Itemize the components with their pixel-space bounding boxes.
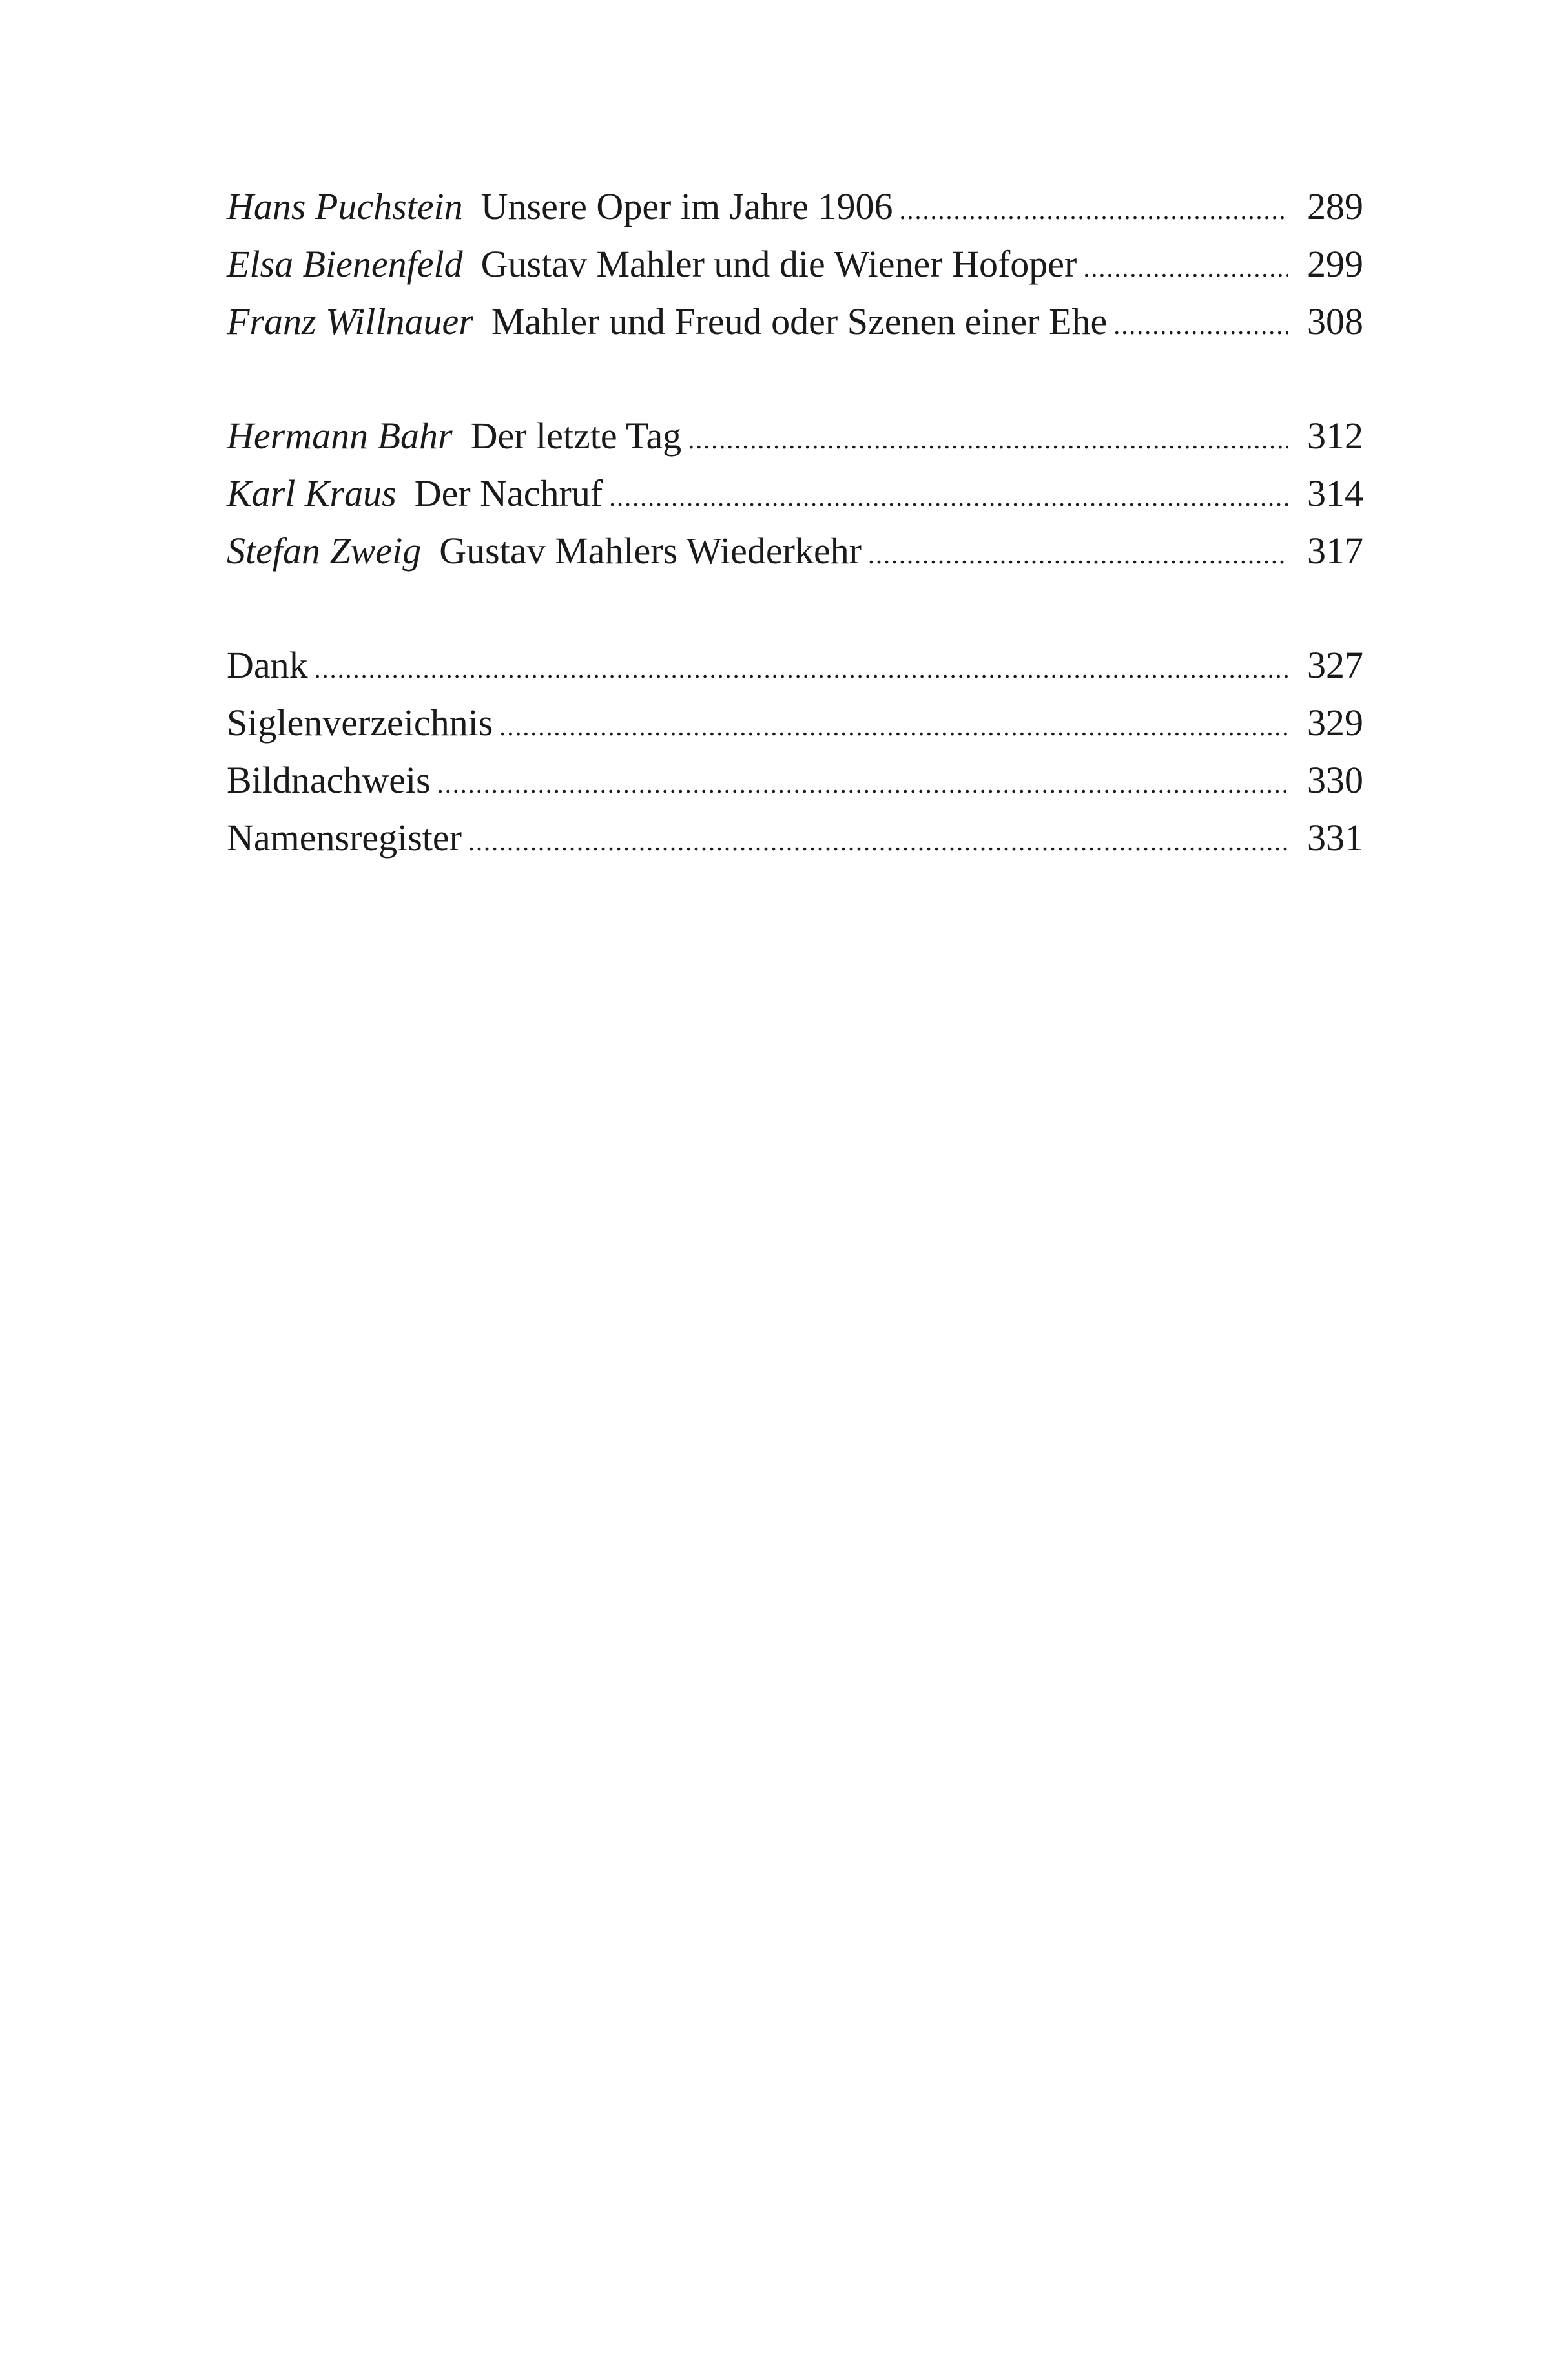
- toc-group-appendix: [227, 636, 1363, 866]
- toc-title: Der Nachruf: [414, 472, 603, 514]
- toc-entry: [227, 522, 1363, 579]
- dot-leader: [315, 640, 1288, 698]
- toc-title: Dank: [227, 644, 308, 686]
- toc-entry: [227, 465, 1363, 522]
- dot-leader: [868, 526, 1288, 583]
- toc-author: Karl Kraus: [227, 472, 397, 514]
- dot-leader: [1113, 297, 1288, 354]
- toc-page-number: 289: [1307, 185, 1363, 227]
- toc-page-number: 329: [1307, 702, 1363, 744]
- toc-entry: [227, 636, 1363, 694]
- toc-page-number: 330: [1307, 759, 1363, 801]
- toc-page-number: 312: [1307, 415, 1363, 457]
- dot-leader: [437, 755, 1288, 813]
- toc-page-number: 314: [1307, 472, 1363, 514]
- toc-entry: [227, 235, 1363, 293]
- toc-author: Hans Puchstein: [227, 185, 463, 227]
- dot-leader: [688, 411, 1288, 468]
- toc-entry: [227, 751, 1363, 809]
- toc-page-number: 299: [1307, 243, 1363, 285]
- toc-page-number: 308: [1307, 300, 1363, 342]
- dot-leader: [468, 813, 1288, 870]
- toc-title: Gustav Mahlers Wiederkehr: [439, 530, 862, 572]
- toc-entry: [227, 694, 1363, 751]
- toc-title: Der letzte Tag: [470, 415, 682, 457]
- toc-title: Gustav Mahler und die Wiener Hofoper: [480, 243, 1077, 285]
- toc-title: Mahler und Freud oder Szenen einer Ehe: [491, 300, 1108, 342]
- toc-author: Hermann Bahr: [227, 415, 453, 457]
- toc-group-obituaries: [227, 407, 1363, 579]
- toc-page-number: 327: [1307, 644, 1363, 686]
- toc-entry: [227, 178, 1363, 235]
- toc-author: Stefan Zweig: [227, 530, 422, 572]
- toc-page-number: 317: [1307, 530, 1363, 572]
- toc-group-opera: [227, 178, 1363, 350]
- toc-page-number: 331: [1307, 817, 1363, 859]
- toc-title: Siglenverzeichnis: [227, 702, 493, 744]
- toc-entry: [227, 293, 1363, 350]
- table-of-contents: [227, 178, 1363, 866]
- toc-author: Elsa Bienenfeld: [227, 243, 463, 285]
- toc-title: Unsere Oper im Jahre 1906: [480, 185, 893, 227]
- toc-title: Bildnachweis: [227, 759, 431, 801]
- dot-leader: [1083, 239, 1288, 297]
- toc-author: Franz Willnauer: [227, 300, 473, 342]
- toc-entry: [227, 407, 1363, 465]
- dot-leader: [499, 698, 1288, 755]
- dot-leader: [609, 468, 1288, 526]
- dot-leader: [899, 182, 1288, 239]
- toc-entry: [227, 809, 1363, 866]
- toc-title: Namensregister: [227, 817, 462, 859]
